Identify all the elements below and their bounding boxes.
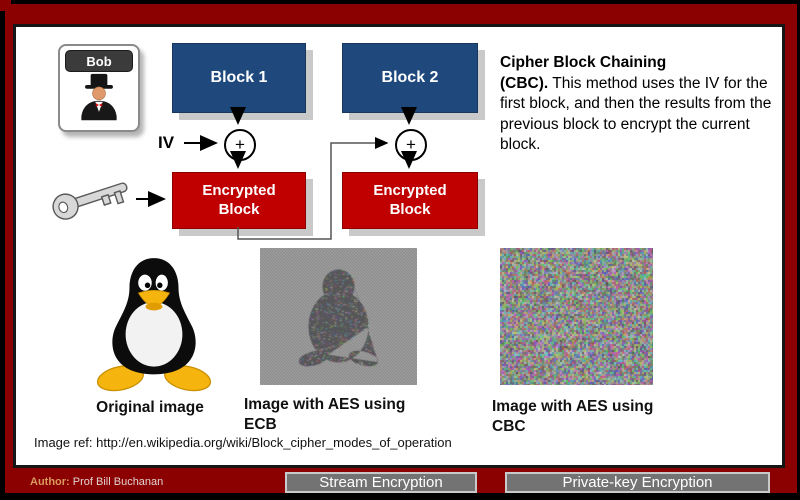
encrypted-block-2-label: Encrypted Block	[373, 181, 447, 218]
xor-plus-icon: +	[235, 135, 245, 154]
key-icon	[46, 167, 138, 229]
iv-label: IV	[158, 133, 175, 152]
block-2-label: Block 2	[381, 69, 439, 86]
plaintext-block-2	[342, 43, 478, 113]
description-body: This method uses the IV for the first block, and then the results from the previous block to encrypt the current block.	[500, 74, 772, 154]
bob-card	[58, 44, 140, 132]
tux-original-image	[76, 253, 232, 395]
plaintext-block-1	[172, 43, 306, 113]
description-title-cont: (CBC).	[500, 74, 549, 92]
xor-node-1	[224, 129, 256, 161]
cbc-image-caption: Image with AES using CBC	[492, 398, 654, 436]
private-key-encryption-button[interactable]	[505, 472, 770, 493]
author-name: Prof Bill Buchanan	[72, 476, 164, 488]
xor-node-2	[395, 129, 427, 161]
image-reference-text: Image ref: http://en.wikipedia.org/wiki/Block_cipher_modes_of_operation	[34, 435, 452, 450]
description-title: Cipher Block Chaining	[500, 54, 667, 71]
original-image-caption: Original image	[96, 399, 204, 416]
encrypted-block-2	[342, 172, 478, 229]
frame-corner-notch	[0, 0, 11, 11]
content-panel	[13, 24, 785, 468]
bob-name-badge: Bob	[65, 50, 133, 72]
ecb-image-caption: Image with AES using ECB	[244, 396, 406, 434]
stream-encryption-button-label: Stream Encryption	[319, 474, 443, 491]
encrypted-block-1	[172, 172, 306, 229]
private-key-encryption-button-label: Private-key Encryption	[562, 474, 713, 491]
author-credit	[30, 476, 163, 488]
block-1-label: Block 1	[210, 69, 268, 86]
ecb-encrypted-image	[260, 248, 417, 385]
cbc-description	[500, 53, 782, 156]
encrypted-block-1-label: Encrypted Block	[202, 181, 276, 218]
cbc-encrypted-image	[500, 248, 653, 385]
bob-person-icon	[71, 72, 127, 124]
author-label: Author:	[30, 476, 70, 488]
xor-plus-icon: +	[406, 135, 416, 154]
stream-encryption-button[interactable]	[285, 472, 477, 493]
